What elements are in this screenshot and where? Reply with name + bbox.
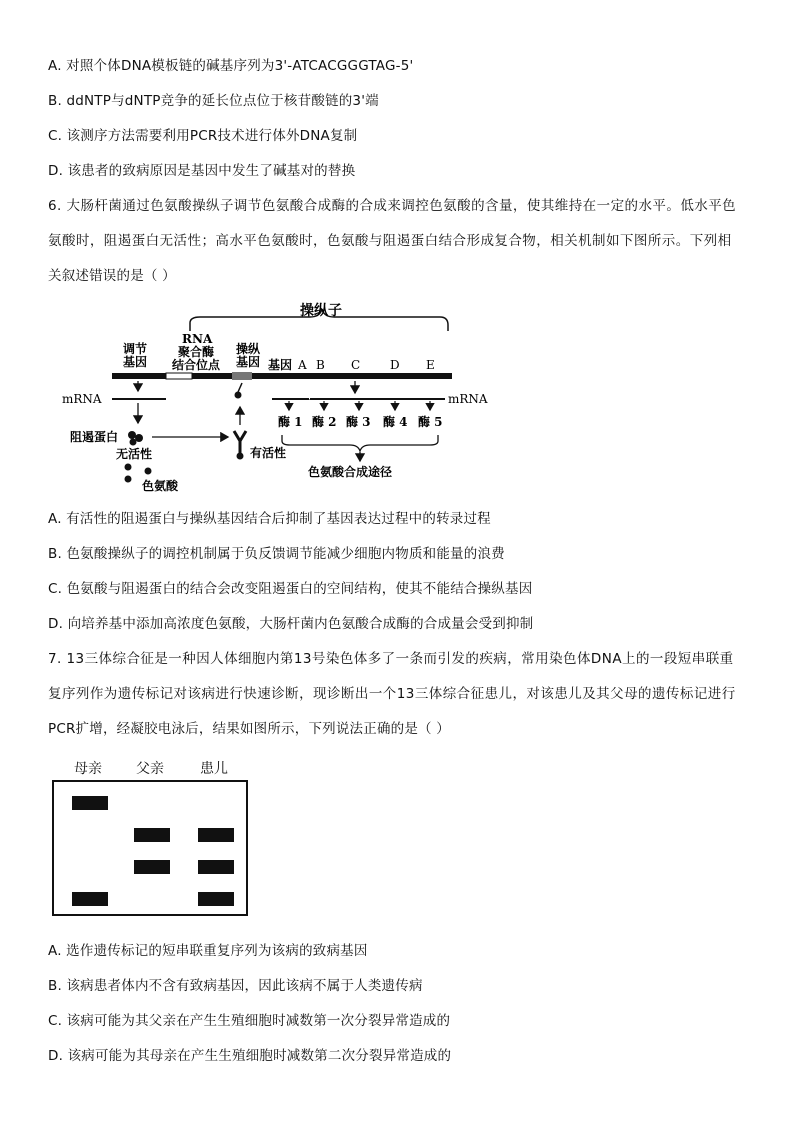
gel-lane-label-mother: 母亲 bbox=[74, 761, 102, 777]
enzyme-2: 酶 2 bbox=[312, 415, 337, 429]
q7-option-a: A. 选作遗传标记的短串联重复序列为该病的致病基因 bbox=[48, 943, 368, 959]
operator-gene-label-1: 操纵 bbox=[236, 342, 261, 356]
q7-option-c: C. 该病可能为其父亲在产生生殖细胞时减数第一次分裂异常造成的 bbox=[48, 1013, 451, 1029]
repressor-active-shape bbox=[234, 431, 246, 460]
q6-option-a: A. 有活性的阻遏蛋白与操纵基因结合后抑制了基因表达过程中的转录过程 bbox=[48, 511, 491, 527]
regulator-gene-label-2: 基因 bbox=[123, 355, 148, 369]
tryptophan-label: 色氨酸 bbox=[142, 479, 179, 493]
mrna-right-label: mRNA bbox=[448, 392, 488, 406]
gene-b: B bbox=[316, 358, 325, 372]
q7-stem-line-3: PCR扩增，经凝胶电泳后，结果如图所示，下列说法正确的是（ ） bbox=[48, 721, 450, 737]
pathway-label: 色氨酸合成途径 bbox=[308, 465, 393, 479]
rna-pol-label-1: RNA bbox=[182, 332, 213, 346]
gel-lane-label-father: 父亲 bbox=[136, 761, 164, 777]
gene-d: D bbox=[390, 358, 400, 372]
q5-option-b: B. ddNTP与dNTP竞争的延长位点位于核苷酸链的3'端 bbox=[48, 93, 379, 109]
q5-option-c: C. 该测序方法需要利用PCR技术进行体外DNA复制 bbox=[48, 128, 358, 144]
dna-bar bbox=[112, 373, 452, 379]
enzyme-4: 酶 4 bbox=[383, 415, 408, 429]
q6-stem-line-2: 氨酸时，阻遏蛋白无活性；高水平色氨酸时，色氨酸与阻遏蛋白结合形成复合物，相关机制如下图所示。下列相 bbox=[48, 233, 732, 249]
enzyme-5: 酶 5 bbox=[418, 415, 443, 429]
bound-repressor-dot bbox=[235, 392, 242, 399]
q7-option-b: B. 该病患者体内不含有致病基因，因此该病不属于人类遗传病 bbox=[48, 978, 423, 994]
gene-a: A bbox=[298, 358, 307, 372]
gel-box bbox=[52, 780, 248, 916]
gene-e: E bbox=[426, 358, 435, 372]
gene-c: C bbox=[351, 358, 361, 372]
operator-segment bbox=[232, 372, 252, 380]
repressor-inactive-shape bbox=[128, 431, 143, 446]
q6-option-c: C. 色氨酸与阻遏蛋白的结合会改变阻遏蛋白的空间结构，使其不能结合操纵基因 bbox=[48, 581, 533, 597]
q6-stem-line-3: 关叙述错误的是（ ） bbox=[48, 268, 176, 284]
tryptophan-dot-1 bbox=[125, 464, 132, 471]
inactive-label: 无活性 bbox=[116, 447, 153, 461]
active-label: 有活性 bbox=[250, 446, 287, 460]
q5-option-a: A. 对照个体DNA模板链的碱基序列为3'-ATCACGGGTAG-5' bbox=[48, 58, 414, 74]
q6-stem-line-1: 6. 大肠杆菌通过色氨酸操纵子调节色氨酸合成酶的合成来调控色氨酸的含量，使其维持在一定的水平。低水平色 bbox=[48, 198, 737, 214]
gel-band-mother-1 bbox=[72, 796, 108, 810]
operon-label: 操纵子 bbox=[300, 303, 342, 319]
enzyme-3: 酶 3 bbox=[346, 415, 371, 429]
gel-band-child-4 bbox=[198, 892, 234, 906]
rna-pol-label-2: 聚合酶 bbox=[178, 345, 215, 359]
gel-band-child-3 bbox=[198, 860, 234, 874]
q5-option-d: D. 该患者的致病原因是基因中发生了碱基对的替换 bbox=[48, 163, 356, 179]
mrna-left-label: mRNA bbox=[62, 392, 102, 406]
promoter-segment bbox=[166, 373, 192, 379]
regulator-gene-label-1: 调节 bbox=[123, 342, 148, 356]
q6-option-d: D. 向培养基中添加高浓度色氨酸，大肠杆菌内色氨酸合成酶的合成量会受到抑制 bbox=[48, 616, 534, 632]
q7-stem-line-1: 7. 13三体综合征是一种因人体细胞内第13号染色体多了一条而引发的疾病，常用染色体DNA上的一段短串联重 bbox=[48, 651, 734, 667]
genes-label: 基因 bbox=[268, 358, 293, 372]
enzyme-brace bbox=[282, 435, 438, 451]
gel-band-child-2 bbox=[198, 828, 234, 842]
rna-pol-label-3: 结合位点 bbox=[172, 358, 221, 372]
repressor-label: 阻遏蛋白 bbox=[70, 430, 119, 444]
q6-option-b: B. 色氨酸操纵子的调控机制属于负反馈调节能减少细胞内物质和能量的浪费 bbox=[48, 546, 505, 562]
operon-diagram bbox=[0, 295, 794, 495]
operator-gene-label-2: 基因 bbox=[236, 355, 261, 369]
tryptophan-dot-2 bbox=[125, 476, 132, 483]
q7-stem-line-2: 复序列作为遗传标记对该病进行快速诊断，现诊断出一个13三体综合征患儿，对该患儿及其父母的遗传标记进行 bbox=[48, 686, 736, 702]
enzyme-1: 酶 1 bbox=[278, 415, 303, 429]
q7-option-d: D. 该病可能为其母亲在产生生殖细胞时减数第二次分裂异常造成的 bbox=[48, 1048, 452, 1064]
gel-band-father-3 bbox=[134, 860, 170, 874]
gel-band-mother-4 bbox=[72, 892, 108, 906]
gel-band-father-2 bbox=[134, 828, 170, 842]
tryptophan-dot-3 bbox=[145, 468, 152, 475]
gel-lane-label-child: 患儿 bbox=[200, 761, 228, 777]
